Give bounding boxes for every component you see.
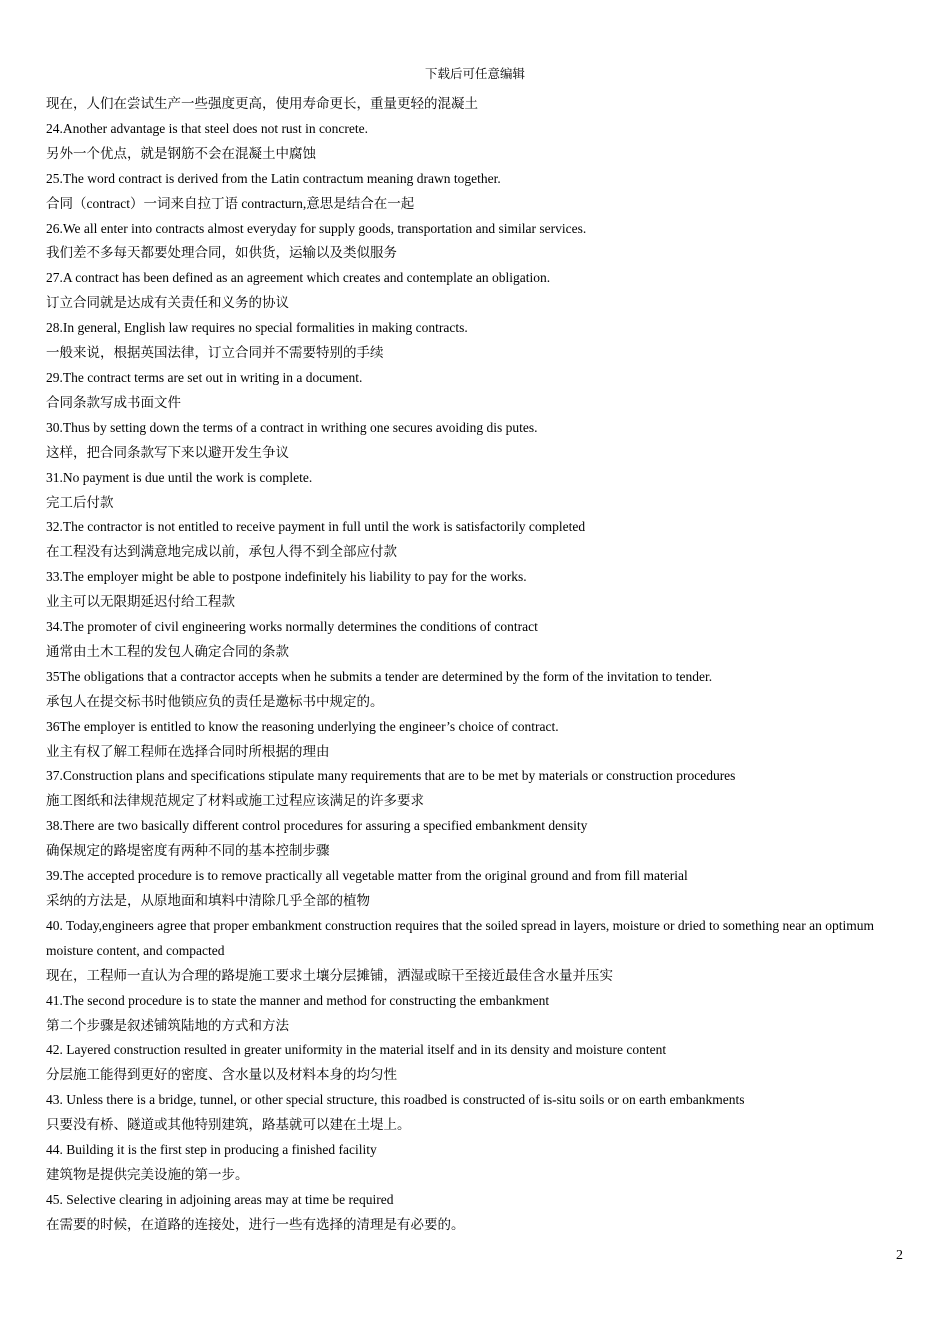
text-line: 37.Construction plans and specifications stipulate many requirements that are to be met by materials or construction procedures <box>46 768 736 784</box>
text-line: 33.The employer might be able to postpone indefinitely his liability to pay for the works. <box>46 569 527 585</box>
page-number: 2 <box>896 1248 903 1263</box>
text-line: 这样，把合同条款写下来以避开发生争议 <box>46 444 289 460</box>
text-line: 40. Today,engineers agree that proper embankment construction requires that the soiled spread in layers, moisture or dried to something near an optimum moisture content, and compacted <box>46 917 874 958</box>
text-line: 第二个步骤是叙述铺筑陆地的方式和方法 <box>46 1017 289 1033</box>
text-line: 现在，工程师一直认为合理的路堤施工要求土壤分层摊铺，洒湿或晾干至接近最佳含水量并压实 <box>46 967 613 983</box>
text-line: 38.There are two basically different control procedures for assuring a specified embankment density <box>46 818 588 834</box>
text-line: 45. Selective clearing in adjoining areas may at time be required <box>46 1191 394 1207</box>
document-body <box>46 92 886 1238</box>
text-line: 订立合同就是达成有关责任和义务的协议 <box>46 295 289 311</box>
text-line: 完工后付款 <box>46 494 114 510</box>
text-line: 42. Layered construction resulted in greater uniformity in the material itself and in its density and moisture content <box>46 1042 667 1058</box>
text-line: 在需要的时候，在道路的连接处，进行一些有选择的清理是有必要的。 <box>46 1216 465 1232</box>
text-line: 44. Building it is the first step in producing a finished facility <box>46 1142 377 1158</box>
text-line: 27.A contract has been defined as an agreement which creates and contemplate an obligation. <box>46 270 551 286</box>
text-line: 只要没有桥、隧道或其他特别建筑，路基就可以建在土堤上。 <box>46 1117 411 1133</box>
page-header: 下载后可任意编辑 <box>424 67 525 81</box>
text-line: 35The obligations that a contractor accepts when he submits a tender are determined by the form of the invitation to tender. <box>46 668 713 684</box>
text-line: 确保规定的路堤密度有两种不同的基本控制步骤 <box>46 843 330 859</box>
text-line: 36The employer is entitled to know the reasoning underlying the engineer’s choice of contract. <box>46 718 559 734</box>
text-line: 合同（contract）一词来自拉丁语 contracturn,意思是结合在一起 <box>46 195 415 211</box>
text-line: 建筑物是提供完美设施的第一步。 <box>46 1166 249 1182</box>
text-line: 施工图纸和法律规范规定了材料或施工过程应该满足的许多要求 <box>46 793 424 809</box>
text-line: 24.Another advantage is that steel does not rust in concrete. <box>46 120 369 136</box>
text-line: 34.The promoter of civil engineering works normally determines the conditions of contract <box>46 619 538 635</box>
text-line: 39.The accepted procedure is to remove practically all vegetable matter from the original ground and from fill material <box>46 868 688 884</box>
text-line: 28.In general, English law requires no special formalities in making contracts. <box>46 320 468 336</box>
text-line: 另外一个优点，就是钢筋不会在混凝土中腐蚀 <box>46 145 316 161</box>
text-line: 合同条款写成书面文件 <box>46 394 181 410</box>
text-line: 通常由土木工程的发包人确定合同的条款 <box>46 643 289 659</box>
text-line: 我们差不多每天都要处理合同，如供货，运输以及类似服务 <box>46 245 397 261</box>
text-line: 采纳的方法是，从原地面和填料中清除几乎全部的植物 <box>46 893 370 908</box>
text-line: 30.Thus by setting down the terms of a contract in writhing one secures avoiding dis putes. <box>46 419 538 435</box>
text-line: 26.We all enter into contracts almost everyday for supply goods, transportation and similar services. <box>46 220 587 236</box>
text-line: 承包人在提交标书时他锁应负的责任是邀标书中规定的。 <box>46 693 384 709</box>
text-line: 分层施工能得到更好的密度、含水量以及材料本身的均匀性 <box>46 1067 397 1083</box>
text-line: 31.No payment is due until the work is complete. <box>46 469 313 485</box>
text-line: 现在，人们在尝试生产一些强度更高，使用寿命更长，重量更轻的混凝土 <box>46 96 478 111</box>
text-line: 一般来说，根据英国法律，订立合同并不需要特别的手续 <box>46 345 384 361</box>
text-line: 43. Unless there is a bridge, tunnel, or other special structure, this roadbed is constructed of is-situ soils or on earth embankments <box>46 1092 745 1108</box>
text-line: 32.The contractor is not entitled to receive payment in full until the work is satisfactorily completed <box>46 519 586 535</box>
text-line: 业主可以无限期延迟付给工程款 <box>46 594 235 610</box>
text-line: 业主有权了解工程师在选择合同时所根据的理由 <box>46 743 330 759</box>
text-line: 在工程没有达到满意地完成以前，承包人得不到全部应付款 <box>46 544 397 560</box>
text-line: 25.The word contract is derived from the Latin contractum meaning drawn together. <box>46 170 501 186</box>
text-line: 41.The second procedure is to state the manner and method for constructing the embankment <box>46 992 550 1008</box>
text-line: 29.The contract terms are set out in writing in a document. <box>46 369 363 385</box>
